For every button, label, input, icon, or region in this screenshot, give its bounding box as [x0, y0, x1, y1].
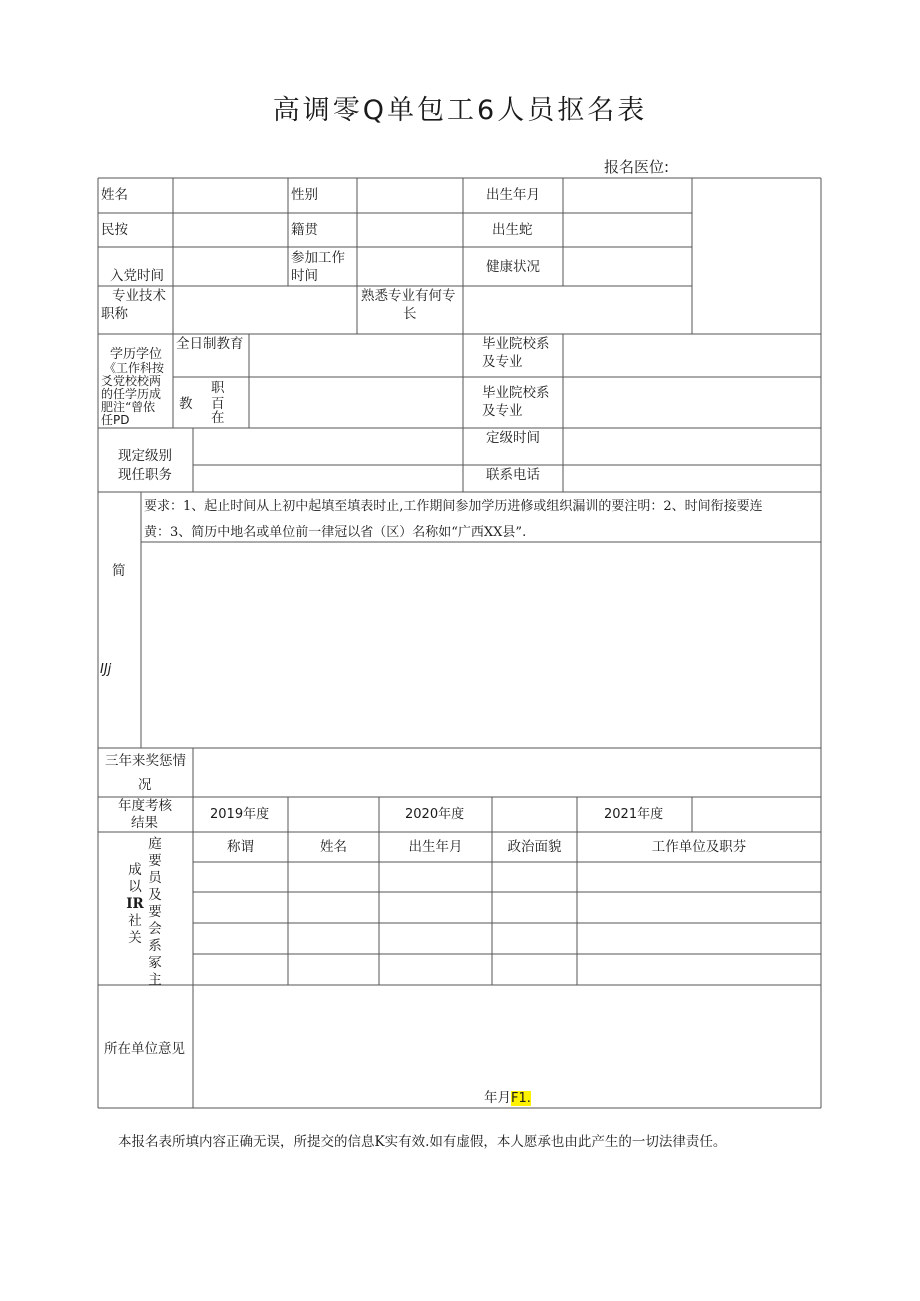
- label-native-place: 籍贯: [291, 222, 318, 238]
- date-prefix: 年月: [484, 1090, 511, 1106]
- label-edu-4: 的任学历成: [101, 387, 162, 401]
- family-side-char: 庭: [148, 836, 162, 852]
- family-side-char: 主: [148, 972, 162, 988]
- label-work-start-1: 参加工作: [291, 250, 345, 266]
- label-school2-1: 毕业院校系: [482, 385, 550, 401]
- family-side-char: IR: [126, 896, 144, 912]
- family-side-char: 要: [148, 904, 162, 920]
- label-assess-1: 年度考核: [118, 798, 172, 814]
- family-side-char: 及: [148, 887, 162, 903]
- label-pro-title-1: 专业技术: [112, 288, 166, 304]
- family-side-char: 会: [148, 921, 162, 937]
- label-resume: 简: [112, 563, 126, 579]
- label-party-join: 入党时间: [110, 268, 164, 284]
- label-assess-2: 结果: [131, 815, 158, 831]
- family-side-char: 以: [128, 879, 142, 895]
- label-inservice-b: 教: [179, 396, 193, 412]
- family-side-char: 关: [128, 930, 142, 946]
- family-side-char: 社: [128, 913, 142, 929]
- label-unit-opinion: 所在单位意见: [104, 1041, 185, 1057]
- resume-requirement-1: 要求：1、起止时间从上初中起填至填表时止,工作期间参加学历进修或组织漏训的要注明：2、时间衔接要连: [144, 499, 763, 514]
- label-edu-2: 《工作科按: [104, 361, 165, 375]
- label-work-start-2: 时间: [291, 268, 318, 284]
- label-resume-2: IJj: [100, 662, 112, 677]
- label-edu-6: 任PD: [101, 413, 130, 427]
- label-inservice-d: 在: [211, 410, 225, 426]
- label-name: 姓名: [101, 187, 128, 203]
- unit-label: 报名医位:: [604, 158, 670, 176]
- footer-note: 本报名表所填内容正确无误，所提交的信息K实有效.如有虚假，本人愿承也由此产生的一切法律责任。: [118, 1134, 727, 1150]
- family-header-birth: 出生年月: [408, 839, 463, 855]
- family-side-char: 员: [148, 870, 162, 886]
- family-side-char: 冢: [148, 955, 162, 971]
- family-header-political: 政治面貌: [507, 839, 562, 855]
- family-header-relation: 称谓: [227, 839, 254, 855]
- family-side-col2: [146, 836, 164, 989]
- family-side-col1: [126, 862, 144, 947]
- family-side-char: 系: [148, 938, 162, 954]
- label-specialty-2: 长: [403, 306, 417, 322]
- family-side-char: 要: [148, 853, 162, 869]
- label-edu-3: 爻党校校两: [101, 374, 162, 388]
- year-2020: 2020年度: [405, 807, 465, 822]
- label-school2-2: 及专业: [482, 403, 523, 419]
- label-rewards-2: 况: [138, 777, 152, 793]
- label-health: 健康状况: [486, 259, 540, 275]
- label-specialty-1: 熟悉专业有何专: [361, 288, 456, 304]
- year-2019: 2019年度: [210, 807, 270, 822]
- label-position: 现任职务: [118, 467, 172, 483]
- family-side-char: 成: [128, 862, 142, 878]
- label-school-1: 毕业院校系: [482, 336, 550, 352]
- label-ethnicity: 民按: [101, 222, 128, 238]
- label-birthplace: 出生蛇: [492, 222, 533, 238]
- label-birth: 出生年月: [486, 187, 540, 203]
- label-school-2: 及专业: [482, 354, 523, 370]
- label-grade-level: 现定级别: [118, 448, 172, 464]
- resume-requirement-2: 黄：3、简历中地名或单位前一律冠以省（区）名称如“广西XX县”.: [144, 525, 527, 540]
- family-header-work: 工作单位及职芬: [651, 839, 747, 855]
- label-gender: 性别: [291, 187, 318, 203]
- date-highlight: F1.: [511, 1091, 531, 1106]
- page-title: 高调零Q单包工6人员抠名表: [272, 95, 648, 126]
- year-2021: 2021年度: [604, 807, 664, 822]
- family-header-name: 姓名: [320, 839, 347, 855]
- label-rewards-1: 三年来奖惩情: [105, 753, 186, 769]
- label-pro-title-2: 职称: [101, 306, 128, 322]
- label-phone: 联系电话: [486, 467, 540, 483]
- opinion-date: [484, 1089, 531, 1108]
- label-edu-1: 学历学位: [110, 347, 163, 362]
- label-inservice-a: 职: [211, 380, 225, 396]
- label-fulltime-edu: 全日制教育: [176, 336, 244, 352]
- label-edu-5: 肥注“曾依: [101, 400, 156, 414]
- label-grade-time: 定级时间: [486, 430, 540, 446]
- label-inservice-c: 百: [211, 396, 225, 412]
